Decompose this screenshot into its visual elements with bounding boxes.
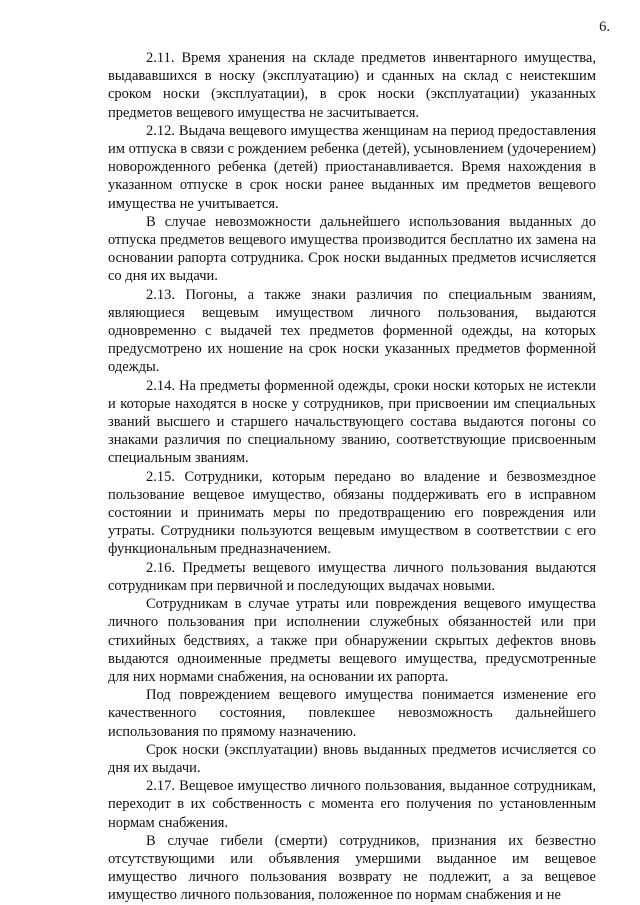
paragraph-2-13: 2.13. Погоны, а также знаки различия по специальным званиям, являющиеся вещевым имуществом личного пользования, выдаются одновременно с выдачей тех предметов форменной одежды, на которых предусмотрено их ношение на срок носки указанных предметов форменной одежды. [108,286,596,376]
page-number: 6. [599,19,610,35]
paragraph-2-16-wear-period: Срок носки (эксплуатации) вновь выданных предметов исчисляется со дня их выдачи. [108,741,596,776]
paragraph-2-16: 2.16. Предметы вещевого имущества личного пользования выдаются сотрудникам при первичной и последующих выдачах новыми. [108,559,596,594]
paragraph-2-12-replacement: В случае невозможности дальнейшего использования выданных до отпуска предметов вещевого имущества производится бесплатно их замена на основании рапорта сотрудника. Срок носки выданных предметов исчисляется со дня их выдачи. [108,213,596,285]
paragraph-2-15: 2.15. Сотрудники, которым передано во владение и безвозмездное пользование вещевое имущество, обязаны поддерживать его в исправном состоянии и принимать меры по предотвращению его повреждения или утраты. Сотрудники пользуются вещевым имуществом в соответствии с его функциональным предназначением. [108,468,596,558]
paragraph-2-16-loss: Сотрудникам в случае утраты или повреждения вещевого имущества личного пользования при исполнении служебных обязанностей или при стихийных бедствиях, а также при обнаружении скрытых дефектов вновь выдаются одноименные предметы вещевого имущества, предусмотренные для них нормами снабжения, на основании их рапорта. [108,596,596,685]
paragraph-2-11: 2.11. Время хранения на складе предметов инвентарного имущества, выдававшихся в носку (эксплуатацию) и сданных на склад с неистекшим сроком носки (эксплуатации), в срок носки (эксплуатации) указанных предметов вещевого имущества не засчитывается. [108,50,596,121]
paragraph-2-17: 2.17. Вещевое имущество личного пользования, выданное сотрудникам, переходит в их собственность с момента его получения по установленным нормам снабжения. [108,778,596,831]
paragraph-2-17-death: В случае гибели (смерти) сотрудников, признания их безвестно отсутствующими или объявления умершими выданное им вещевое имущество личного пользования возврату не подлежит, а за вещевое имущество личного пользования, положенное по нормам снабжения и не [108,832,596,904]
paragraph-2-14: 2.14. На предметы форменной одежды, сроки носки которых не истекли и которые находятся в носке у сотрудников, при присвоении им специальных званий высшего и старшего начальствующего состава выдаются погоны со знаками различия по специальному званию, соответствующие присвоенным специальным званиям. [108,377,596,467]
paragraph-2-16-damage-definition: Под повреждением вещевого имущества понимается изменение его качественного состояния, повлекшее невозможность дальнейшего использования по прямому назначению. [108,687,596,740]
paragraph-2-12: 2.12. Выдача вещевого имущества женщинам на период предоставления им отпуска в связи с рождением ребенка (детей), усыновлением (удочерением) новорожденного ребенка (детей) приостанавливается. Время нахождения в указанном отпуске в срок носки ранее выданных им предметов вещевого имущества не учитывается. [108,122,596,212]
document-body [108,49,596,905]
